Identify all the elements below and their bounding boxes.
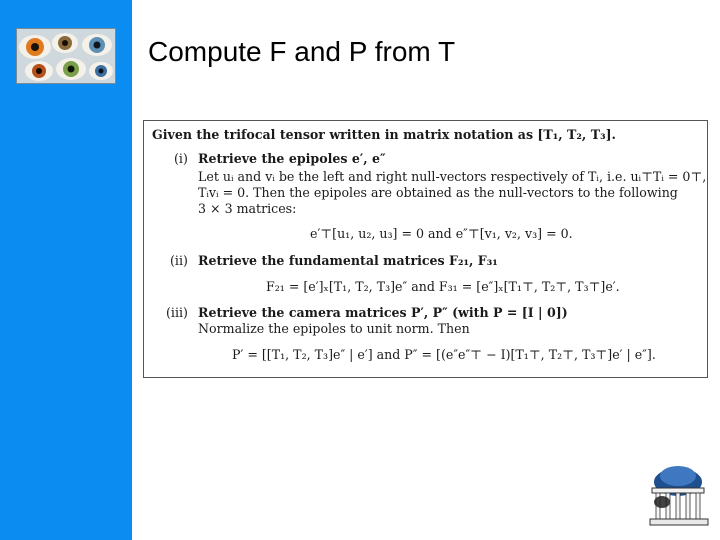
step-2-marker: (ii)	[170, 253, 188, 268]
step-1-marker: (i)	[174, 151, 188, 166]
step-1-title: Retrieve the epipoles e′, e″	[198, 151, 386, 166]
step-3-text-line-1: Normalize the epipoles to unit norm. Then	[198, 321, 470, 336]
step-1-equation: e′⊤[u₁, u₂, u₃] = 0 and e″⊤[v₁, v₂, v₃] = 0.	[310, 226, 573, 241]
step-1-text-line-3: 3 × 3 matrices:	[198, 201, 297, 216]
step-3-title: Retrieve the camera matrices P′, P″ (with P = [I | 0])	[198, 305, 568, 320]
step-1-text-line-1: Let uᵢ and vᵢ be the left and right null-vectors respectively of Tᵢ, i.e. uᵢ⊤Tᵢ = 0⊤,	[198, 169, 707, 184]
old-well-rotunda-logo-icon	[648, 462, 712, 530]
eyes-collage-logo-icon	[16, 28, 116, 84]
slide-title: Compute F and P from T	[148, 36, 456, 67]
step-3-equation: P′ = [[T₁, T₂, T₃]e″ | e′] and P″ = [(e″e″⊤ − I)[T₁⊤, T₂⊤, T₃⊤]e′ | e″].	[232, 347, 656, 362]
step-2-title: Retrieve the fundamental matrices F₂₁, F₃₁	[198, 253, 498, 268]
step-2-equation: F₂₁ = [e′]ₓ[T₁, T₂, T₃]e″ and F₃₁ = [e″]ₓ[T₁⊤, T₂⊤, T₃⊤]e′.	[266, 279, 620, 294]
algorithm-heading: Given the trifocal tensor written in matrix notation as [T₁, T₂, T₃].	[152, 127, 616, 142]
step-1-text-line-2: Tᵢvᵢ = 0. Then the epipoles are obtained as the null-vectors to the following	[198, 185, 678, 200]
sidebar	[0, 0, 132, 540]
step-3-marker: (iii)	[166, 305, 188, 320]
algorithm-box	[143, 120, 708, 378]
